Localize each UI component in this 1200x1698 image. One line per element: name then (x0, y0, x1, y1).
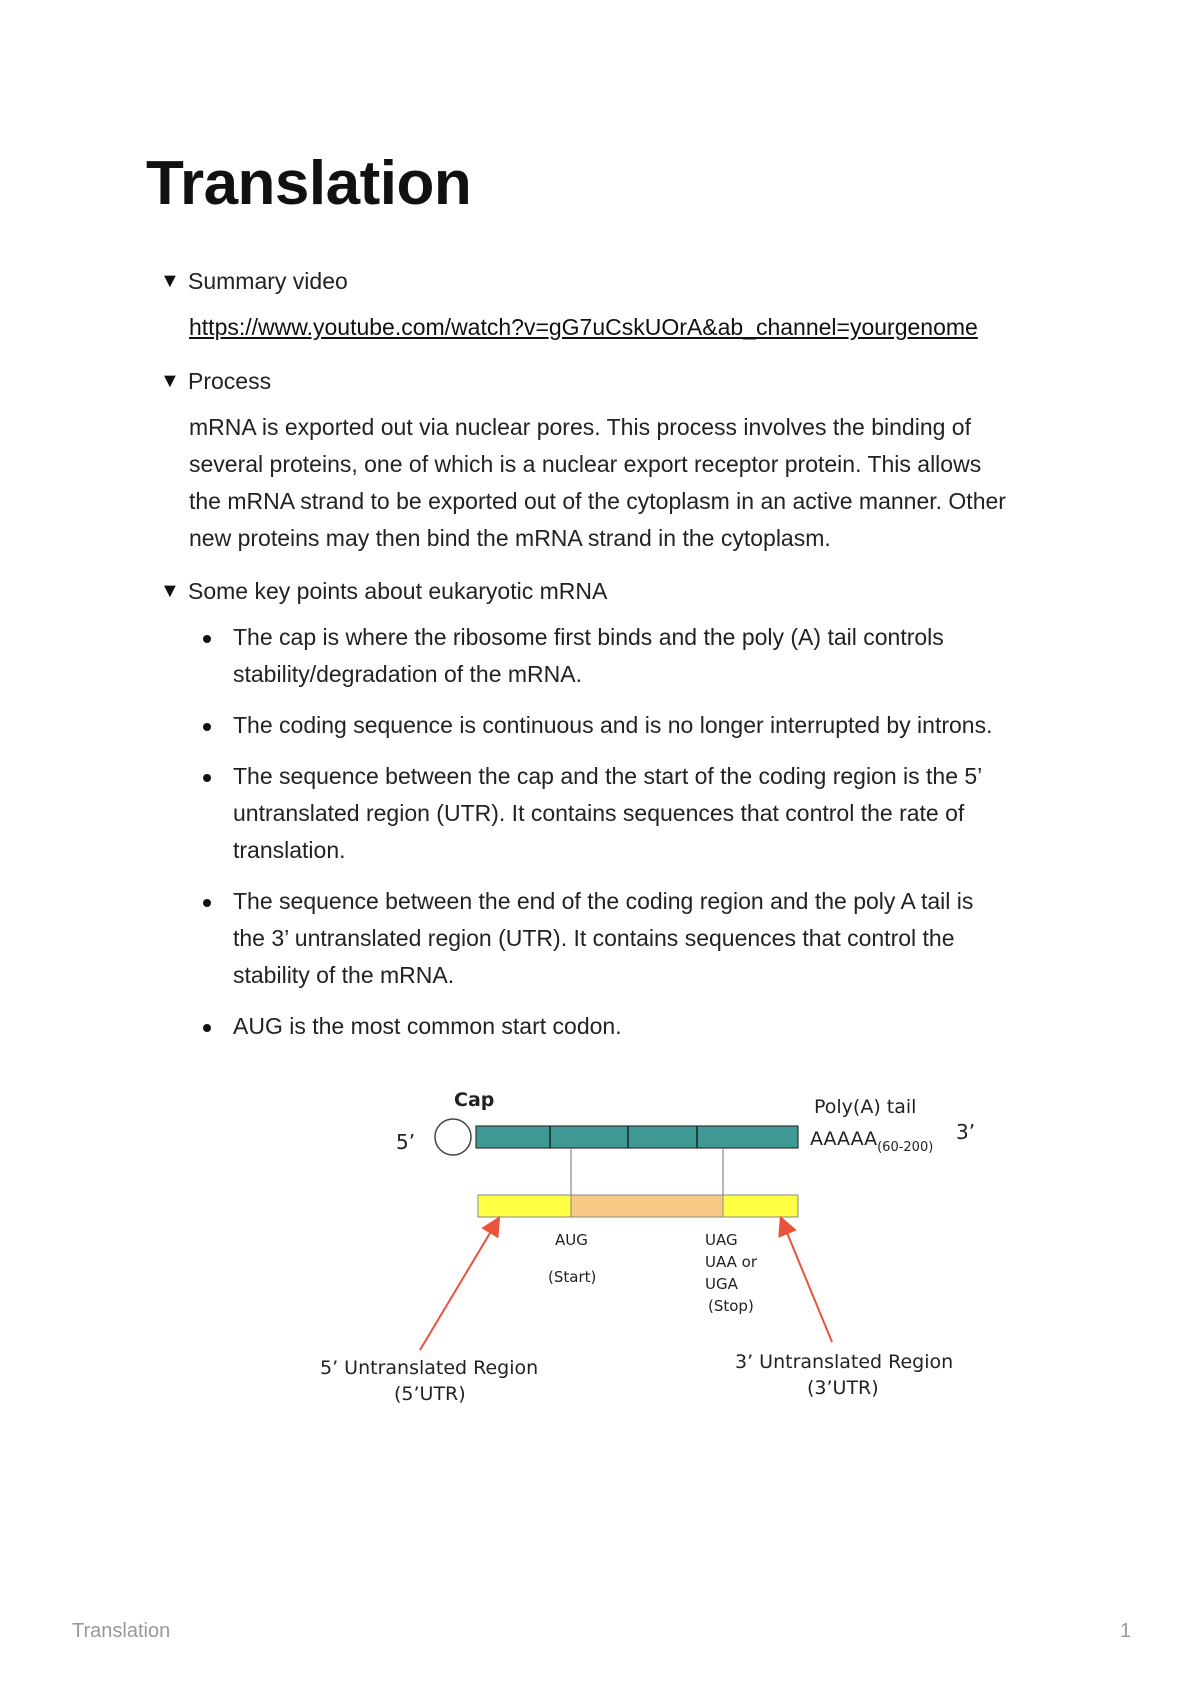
utr5-arrow (420, 1223, 496, 1350)
list-item-line: The coding sequence is continuous and is no longer interrupted by introns. (233, 712, 993, 738)
poly-a-subscript: (60-200) (877, 1140, 934, 1155)
toggle-header-process[interactable] (160, 368, 1060, 395)
caret-down-icon[interactable]: ▼ (160, 370, 180, 392)
utr5-abbrev: (5’UTR) (394, 1383, 466, 1405)
page-number: 1 (1120, 1620, 1132, 1642)
bullet-dot-icon (203, 723, 211, 731)
poly-a-tail-label: Poly(A) tail (814, 1096, 917, 1118)
toggle-summary-video (160, 268, 1060, 346)
paragraph-line: mRNA is exported out via nuclear pores. This process involves the binding of (189, 414, 971, 440)
list-item-line: The sequence between the cap and the start of the coding region is the 5’ (233, 763, 983, 789)
five-prime-label: 5’ (396, 1130, 416, 1154)
list-item-line: translation. (233, 837, 346, 863)
utr5-label: 5’ Untranslated Region (320, 1357, 539, 1379)
toggle-title: Some key points about eukaryotic mRNA (188, 578, 608, 604)
toggle-body (189, 309, 1060, 346)
bullet-dot-icon (203, 899, 211, 907)
list-item (189, 883, 1060, 994)
bullet-dot-icon (203, 635, 211, 643)
list-item-line: The sequence between the end of the coding region and the poly A tail is (233, 888, 974, 914)
list-item-line: The cap is where the ribosome first binds and the poly (A) tail controls (233, 624, 944, 650)
caret-down-icon[interactable]: ▼ (160, 580, 180, 602)
page-title: Translation (146, 149, 472, 218)
caret-down-icon[interactable]: ▼ (160, 270, 180, 292)
cap-label: Cap (454, 1089, 495, 1111)
list-item (189, 1008, 1060, 1045)
toggle-title: Process (188, 368, 272, 394)
stop-codon-uga: UGA (705, 1275, 738, 1293)
footer-title: Translation (72, 1620, 171, 1642)
bullet-dot-icon (203, 1024, 211, 1032)
paragraph-line: the mRNA strand to be exported out of the cytoplasm in an active manner. Other (189, 488, 1006, 514)
coding-segment (571, 1195, 723, 1217)
key-points-list (189, 619, 1060, 1045)
utr3-label: 3’ Untranslated Region (735, 1351, 954, 1373)
list-item-line: the 3’ untranslated region (UTR). It contains sequences that control the (233, 925, 955, 951)
utr3-segment (723, 1195, 798, 1217)
stop-codon-uag: UAG (705, 1231, 738, 1249)
list-item-line: untranslated region (UTR). It contains sequences that control the rate of (233, 800, 965, 826)
mrna-strand (476, 1126, 798, 1148)
poly-a-sequence (810, 1128, 933, 1155)
start-codon-label: AUG (555, 1231, 588, 1249)
process-paragraph (189, 409, 1060, 557)
toggle-header-key-points[interactable] (160, 578, 1060, 605)
toggle-header-summary-video[interactable] (160, 268, 1060, 295)
start-note: (Start) (548, 1268, 597, 1286)
toggle-process (160, 368, 1060, 557)
poly-a-seq: AAAAA (810, 1128, 878, 1150)
utr5-segment (478, 1195, 571, 1217)
utr3-abbrev: (3’UTR) (807, 1377, 879, 1399)
toggle-title: Summary video (188, 268, 348, 294)
list-item-line: stability of the mRNA. (233, 962, 455, 988)
toggle-key-points (160, 578, 1060, 1059)
paragraph-line: new proteins may then bind the mRNA strand in the cytoplasm. (189, 525, 831, 551)
list-item (189, 707, 1060, 744)
three-prime-label: 3’ (956, 1120, 976, 1144)
list-item-line: AUG is the most common start codon. (233, 1013, 622, 1039)
paragraph-line: several proteins, one of which is a nuclear export receptor protein. This allows (189, 451, 982, 477)
stop-codon-uaa: UAA or (705, 1253, 758, 1271)
list-item (189, 619, 1060, 693)
cap-circle (435, 1119, 471, 1155)
list-item (189, 758, 1060, 869)
stop-note: (Stop) (708, 1297, 754, 1315)
bullet-dot-icon (203, 774, 211, 782)
list-item-line: stability/degradation of the mRNA. (233, 661, 583, 687)
utr3-arrow (783, 1223, 832, 1342)
mrna-structure-diagram (300, 1075, 980, 1415)
summary-video-link[interactable]: https://www.youtube.com/watch?v=gG7uCskUOrA&ab_channel=yourgenome (189, 314, 978, 340)
